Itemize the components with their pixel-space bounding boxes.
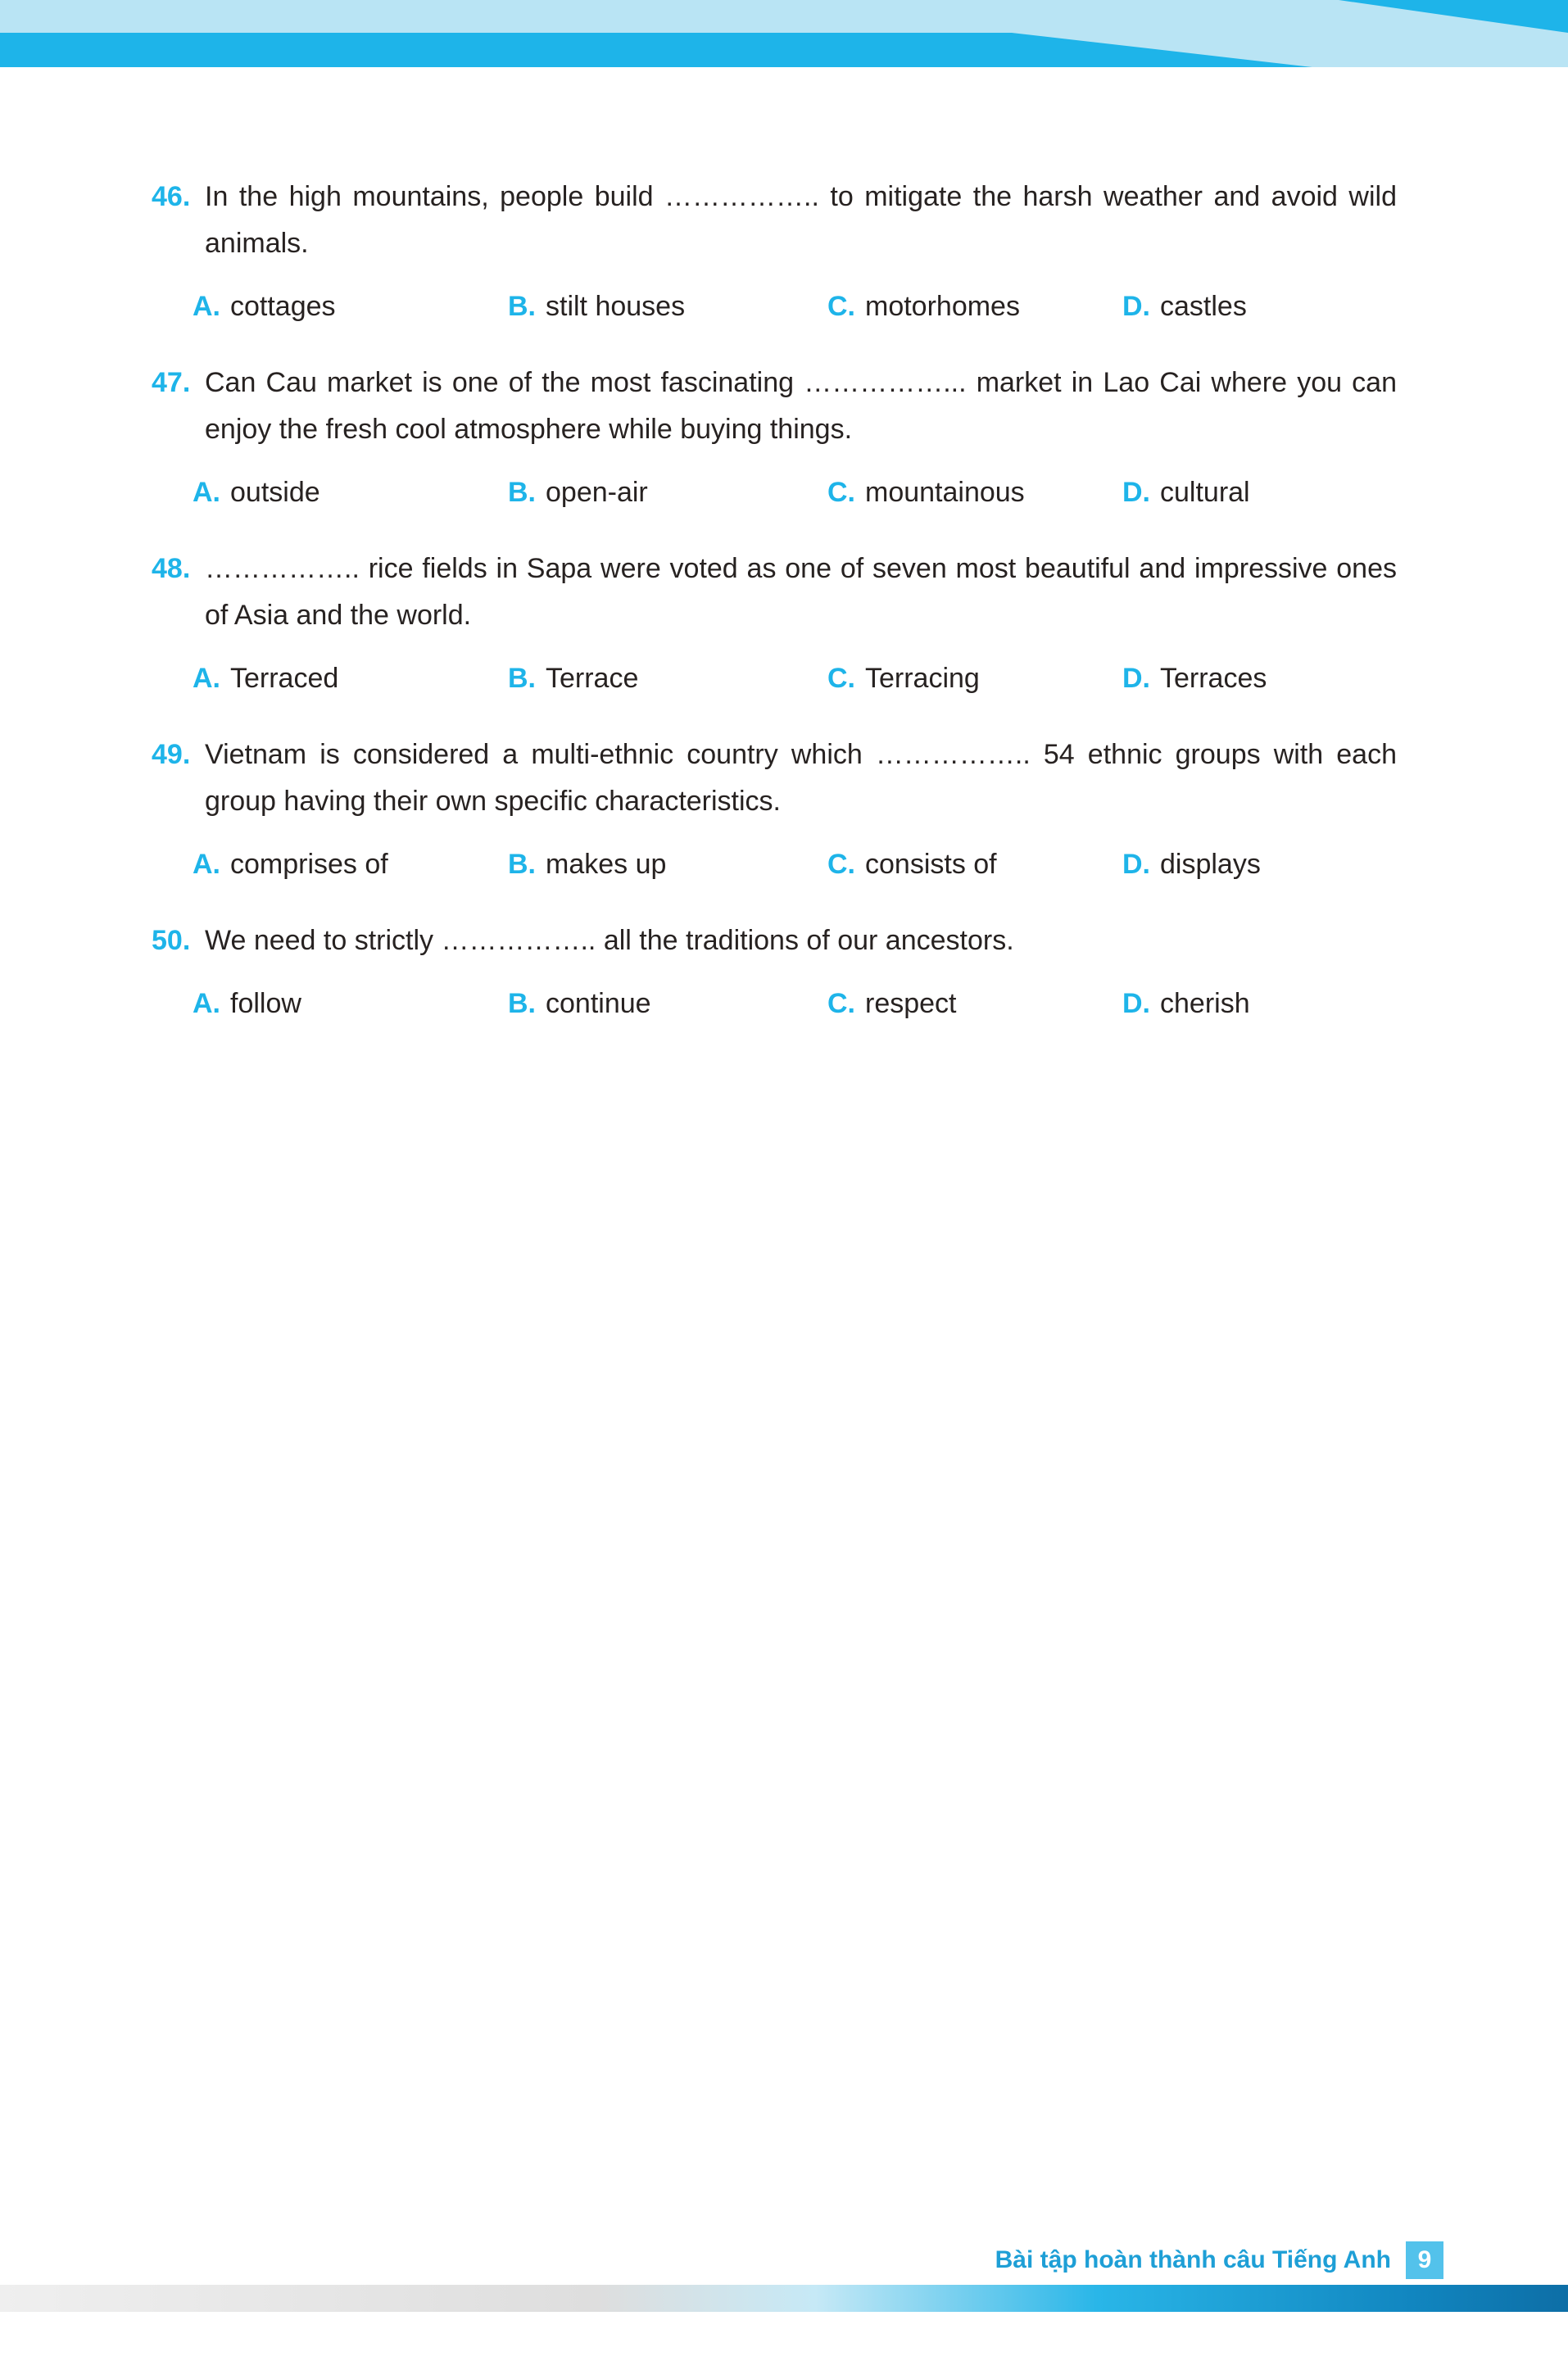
question-text: Vietnam is considered a multi-ethnic country which …………….. 54 ethnic groups with each group having their own specific characteristics. bbox=[205, 739, 1397, 817]
option-c bbox=[827, 981, 1122, 1027]
option-letter: C. bbox=[827, 663, 855, 694]
question-text: Can Cau market is one of the most fascinating ……………... market in Lao Cai where you can enjoy the fresh cool atmosphere while buying things. bbox=[205, 367, 1397, 445]
question-body bbox=[193, 546, 1397, 702]
question-number: 48. bbox=[152, 553, 191, 584]
option-c bbox=[827, 841, 1122, 888]
option-b bbox=[508, 283, 827, 330]
option-letter: B. bbox=[508, 477, 536, 508]
question-text: We need to strictly …………….. all the traditions of our ancestors. bbox=[205, 925, 1014, 956]
footer-book-title: Bài tập hoàn thành câu Tiếng Anh bbox=[995, 2246, 1391, 2273]
option-letter: B. bbox=[508, 988, 536, 1019]
options-row bbox=[193, 283, 1397, 330]
option-text: cherish bbox=[1160, 988, 1250, 1019]
option-letter: D. bbox=[1122, 849, 1150, 880]
option-text: Terraced bbox=[230, 663, 339, 694]
option-letter: D. bbox=[1122, 663, 1150, 694]
question-50 bbox=[152, 918, 1397, 1027]
question-body bbox=[193, 360, 1397, 516]
options-row bbox=[193, 841, 1397, 888]
option-letter: D. bbox=[1122, 477, 1150, 508]
option-a bbox=[193, 469, 508, 516]
option-text: outside bbox=[230, 477, 320, 508]
option-text: stilt houses bbox=[546, 291, 686, 322]
footer bbox=[995, 2241, 1443, 2279]
option-a bbox=[193, 283, 508, 330]
option-letter: B. bbox=[508, 291, 536, 322]
option-text: cultural bbox=[1160, 477, 1250, 508]
option-text: Terrace bbox=[546, 663, 639, 694]
option-letter: A. bbox=[193, 477, 220, 508]
option-text: displays bbox=[1160, 849, 1261, 880]
option-text: open-air bbox=[546, 477, 648, 508]
option-letter: C. bbox=[827, 291, 855, 322]
header-light-strip bbox=[0, 0, 1568, 33]
header-decoration bbox=[0, 0, 1568, 67]
option-text: Terraces bbox=[1160, 663, 1267, 694]
option-d bbox=[1122, 469, 1397, 516]
option-letter: C. bbox=[827, 988, 855, 1019]
options-row bbox=[193, 469, 1397, 516]
option-letter: C. bbox=[827, 477, 855, 508]
option-letter: A. bbox=[193, 663, 220, 694]
question-text: In the high mountains, people build …………….. to mitigate the harsh weather and avoid wild animals. bbox=[205, 181, 1397, 259]
option-text: makes up bbox=[546, 849, 667, 880]
option-text: continue bbox=[546, 988, 651, 1019]
option-d bbox=[1122, 655, 1397, 702]
option-text: mountainous bbox=[865, 477, 1025, 508]
option-text: respect bbox=[865, 988, 957, 1019]
options-row bbox=[193, 655, 1397, 702]
option-b bbox=[508, 841, 827, 888]
footer-gradient-bar bbox=[0, 2285, 1568, 2312]
option-a bbox=[193, 841, 508, 888]
option-letter: D. bbox=[1122, 291, 1150, 322]
option-d bbox=[1122, 283, 1397, 330]
option-c bbox=[827, 283, 1122, 330]
question-body bbox=[193, 174, 1397, 330]
option-text: castles bbox=[1160, 291, 1247, 322]
question-number: 49. bbox=[152, 739, 191, 770]
question-number: 47. bbox=[152, 367, 191, 398]
question-body bbox=[193, 918, 1397, 1027]
option-text: cottages bbox=[230, 291, 336, 322]
option-letter: C. bbox=[827, 849, 855, 880]
option-text: consists of bbox=[865, 849, 997, 880]
option-c bbox=[827, 469, 1122, 516]
option-text: Terracing bbox=[865, 663, 980, 694]
question-number: 46. bbox=[152, 181, 191, 212]
option-a bbox=[193, 655, 508, 702]
option-b bbox=[508, 655, 827, 702]
option-d bbox=[1122, 841, 1397, 888]
option-letter: A. bbox=[193, 988, 220, 1019]
questions-list bbox=[152, 174, 1397, 1057]
question-48 bbox=[152, 546, 1397, 702]
option-b bbox=[508, 981, 827, 1027]
option-letter: A. bbox=[193, 291, 220, 322]
question-text: …………….. rice fields in Sapa were voted as one of seven most beautiful and impressive ones of Asia and the world. bbox=[205, 553, 1397, 631]
option-letter: B. bbox=[508, 849, 536, 880]
option-c bbox=[827, 655, 1122, 702]
option-a bbox=[193, 981, 508, 1027]
option-text: follow bbox=[230, 988, 301, 1019]
question-47 bbox=[152, 360, 1397, 516]
question-49 bbox=[152, 732, 1397, 888]
option-b bbox=[508, 469, 827, 516]
option-d bbox=[1122, 981, 1397, 1027]
option-letter: B. bbox=[508, 663, 536, 694]
option-text: comprises of bbox=[230, 849, 388, 880]
question-46 bbox=[152, 174, 1397, 330]
question-body bbox=[193, 732, 1397, 888]
option-text: motorhomes bbox=[865, 291, 1020, 322]
page-number-badge: 9 bbox=[1406, 2241, 1443, 2279]
option-letter: D. bbox=[1122, 988, 1150, 1019]
option-letter: A. bbox=[193, 849, 220, 880]
question-number: 50. bbox=[152, 925, 191, 956]
options-row bbox=[193, 981, 1397, 1027]
